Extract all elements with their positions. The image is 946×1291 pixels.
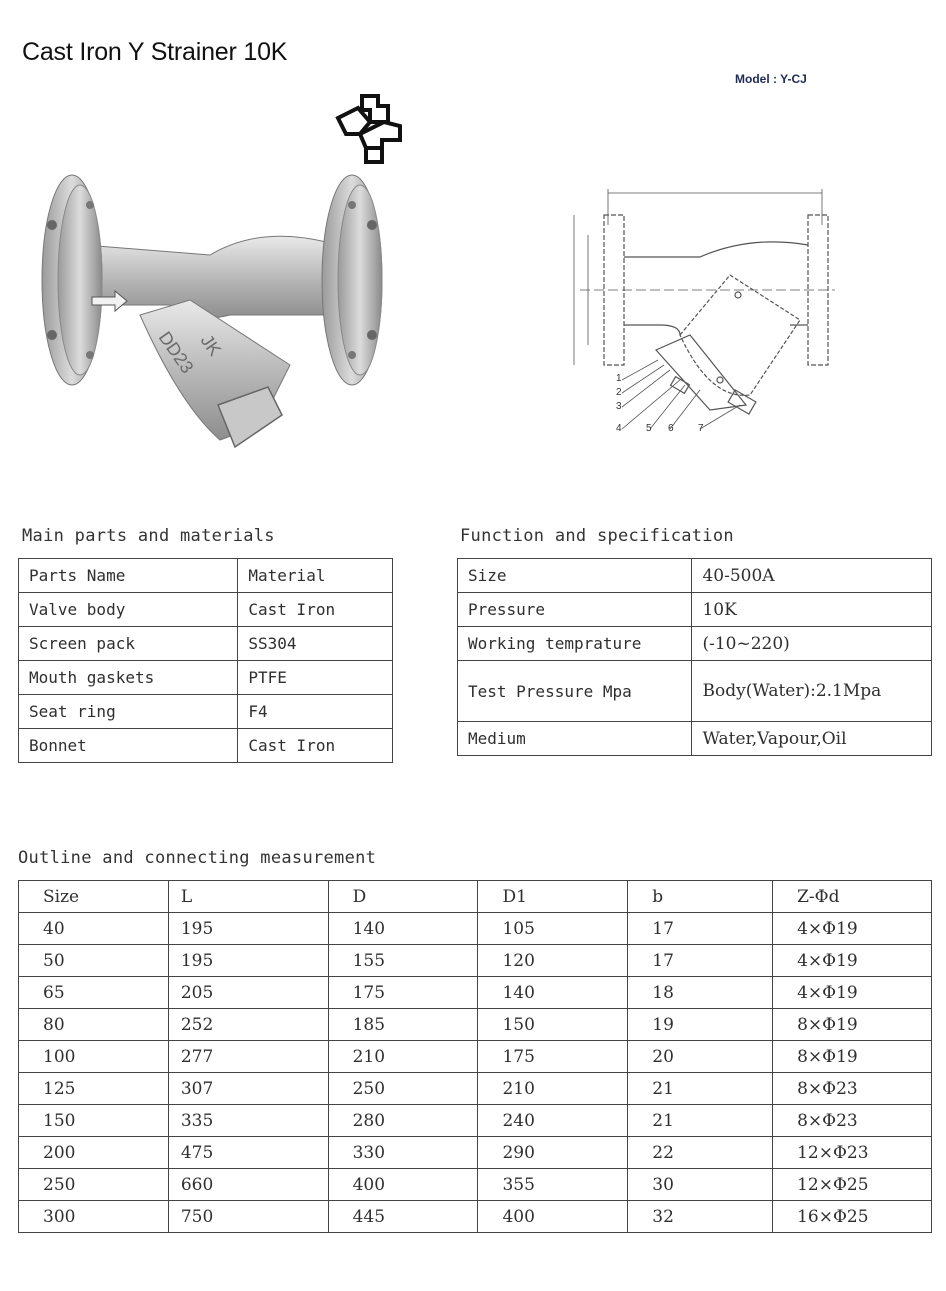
- table-header-cell: Parts Name: [19, 559, 238, 593]
- table-row: [19, 881, 932, 913]
- table-cell: 155: [328, 945, 478, 977]
- table-cell: 19: [628, 1009, 773, 1041]
- table-cell: 4×Φ19: [773, 977, 932, 1009]
- table-cell: 400: [478, 1201, 628, 1233]
- table-cell: 140: [478, 977, 628, 1009]
- table-cell: 250: [19, 1169, 169, 1201]
- table-header-cell: D: [328, 881, 478, 913]
- table-cell: 277: [168, 1041, 328, 1073]
- section-drawing: [560, 185, 850, 445]
- callout-7: 7: [698, 423, 704, 434]
- table-cell: 16×Φ25: [773, 1201, 932, 1233]
- table-cell: 210: [478, 1073, 628, 1105]
- table-row: [458, 661, 932, 722]
- table-row: [19, 729, 393, 763]
- table-row: [19, 1169, 932, 1201]
- table-cell: Body(Water):2.1Mpa: [692, 661, 932, 722]
- table-cell: 8×Φ23: [773, 1073, 932, 1105]
- callout-5: 5: [646, 423, 652, 434]
- table-cell: 150: [19, 1105, 169, 1137]
- table-cell: 185: [328, 1009, 478, 1041]
- table-cell: 8×Φ19: [773, 1041, 932, 1073]
- table-cell: Size: [458, 559, 692, 593]
- table-cell: 200: [19, 1137, 169, 1169]
- table-cell: 40: [19, 913, 169, 945]
- callout-6: 6: [668, 423, 674, 434]
- table-cell: 750: [168, 1201, 328, 1233]
- table-cell: Working temprature: [458, 627, 692, 661]
- callout-3: 3: [616, 401, 622, 412]
- table-cell: (-10~220): [692, 627, 932, 661]
- table-cell: 50: [19, 945, 169, 977]
- table-cell: 330: [328, 1137, 478, 1169]
- table-cell: Bonnet: [19, 729, 238, 763]
- table-row: [19, 1041, 932, 1073]
- table-cell: Cast Iron: [238, 593, 393, 627]
- measurement-table: [18, 880, 932, 1233]
- table-cell: 205: [168, 977, 328, 1009]
- table-cell: 10K: [692, 593, 932, 627]
- table-cell: 307: [168, 1073, 328, 1105]
- table-header-cell: b: [628, 881, 773, 913]
- table-cell: 195: [168, 913, 328, 945]
- table-row: [458, 722, 932, 756]
- table-cell: 280: [328, 1105, 478, 1137]
- table-cell: 120: [478, 945, 628, 977]
- table-cell: 252: [168, 1009, 328, 1041]
- table-header-cell: D1: [478, 881, 628, 913]
- table-cell: Pressure: [458, 593, 692, 627]
- table-cell: 17: [628, 913, 773, 945]
- table-header-cell: Size: [19, 881, 169, 913]
- table-row: [458, 559, 932, 593]
- table-cell: Screen pack: [19, 627, 238, 661]
- table-row: [19, 1073, 932, 1105]
- callout-4: 4: [616, 423, 622, 434]
- parts-table: [18, 558, 393, 763]
- table-cell: Water,Vapour,Oil: [692, 722, 932, 756]
- table-cell: Test Pressure Mpa: [458, 661, 692, 722]
- measure-section-title: Outline and connecting measurement: [18, 848, 377, 868]
- table-header-cell: Material: [238, 559, 393, 593]
- table-cell: 400: [328, 1169, 478, 1201]
- table-cell: 21: [628, 1073, 773, 1105]
- product-photo: [30, 165, 400, 465]
- table-row: [19, 627, 393, 661]
- table-cell: 8×Φ19: [773, 1009, 932, 1041]
- table-cell: 4×Φ19: [773, 945, 932, 977]
- table-cell: 18: [628, 977, 773, 1009]
- casting-mark-jk: JK: [196, 330, 226, 360]
- spec-table: [457, 558, 932, 756]
- table-row: [19, 1137, 932, 1169]
- table-cell: 30: [628, 1169, 773, 1201]
- casting-mark-dd23: DD23: [154, 327, 198, 378]
- table-cell: 22: [628, 1137, 773, 1169]
- table-cell: 175: [328, 977, 478, 1009]
- table-cell: 21: [628, 1105, 773, 1137]
- table-cell: 8×Φ23: [773, 1105, 932, 1137]
- table-cell: 210: [328, 1041, 478, 1073]
- table-cell: 150: [478, 1009, 628, 1041]
- table-cell: SS304: [238, 627, 393, 661]
- table-cell: PTFE: [238, 661, 393, 695]
- table-cell: Cast Iron: [238, 729, 393, 763]
- table-row: [19, 977, 932, 1009]
- table-cell: 17: [628, 945, 773, 977]
- table-cell: 125: [19, 1073, 169, 1105]
- table-cell: Seat ring: [19, 695, 238, 729]
- model-label: Model : Y-CJ: [735, 72, 807, 86]
- table-cell: 175: [478, 1041, 628, 1073]
- table-cell: 355: [478, 1169, 628, 1201]
- table-header-cell: Z-Φd: [773, 881, 932, 913]
- table-cell: 195: [168, 945, 328, 977]
- table-row: [19, 695, 393, 729]
- table-cell: 12×Φ25: [773, 1169, 932, 1201]
- table-row: [19, 945, 932, 977]
- parts-section-title: Main parts and materials: [22, 526, 275, 546]
- table-cell: 100: [19, 1041, 169, 1073]
- table-row: [19, 913, 932, 945]
- table-row: [19, 1009, 932, 1041]
- table-cell: 240: [478, 1105, 628, 1137]
- table-cell: 335: [168, 1105, 328, 1137]
- table-cell: Medium: [458, 722, 692, 756]
- table-row: [19, 1201, 932, 1233]
- table-header-cell: L: [168, 881, 328, 913]
- table-cell: 4×Φ19: [773, 913, 932, 945]
- table-cell: 475: [168, 1137, 328, 1169]
- table-cell: 105: [478, 913, 628, 945]
- table-row: [458, 593, 932, 627]
- table-cell: 140: [328, 913, 478, 945]
- table-cell: F4: [238, 695, 393, 729]
- callout-2: 2: [616, 387, 622, 398]
- table-row: [19, 661, 393, 695]
- table-row: [458, 627, 932, 661]
- table-cell: 445: [328, 1201, 478, 1233]
- table-row: [19, 593, 393, 627]
- table-cell: 32: [628, 1201, 773, 1233]
- spec-section-title: Function and specification: [460, 526, 734, 546]
- table-cell: 80: [19, 1009, 169, 1041]
- callout-1: 1: [616, 373, 622, 384]
- table-cell: 250: [328, 1073, 478, 1105]
- page-title: Cast Iron Y Strainer 10K: [22, 38, 288, 66]
- table-cell: 300: [19, 1201, 169, 1233]
- table-cell: Valve body: [19, 593, 238, 627]
- table-cell: Mouth gaskets: [19, 661, 238, 695]
- table-cell: 40-500A: [692, 559, 932, 593]
- table-cell: 20: [628, 1041, 773, 1073]
- table-row: [19, 1105, 932, 1137]
- table-cell: 660: [168, 1169, 328, 1201]
- brand-logo-icon: [330, 88, 410, 168]
- table-row: [19, 559, 393, 593]
- table-cell: 12×Φ23: [773, 1137, 932, 1169]
- table-cell: 65: [19, 977, 169, 1009]
- table-cell: 290: [478, 1137, 628, 1169]
